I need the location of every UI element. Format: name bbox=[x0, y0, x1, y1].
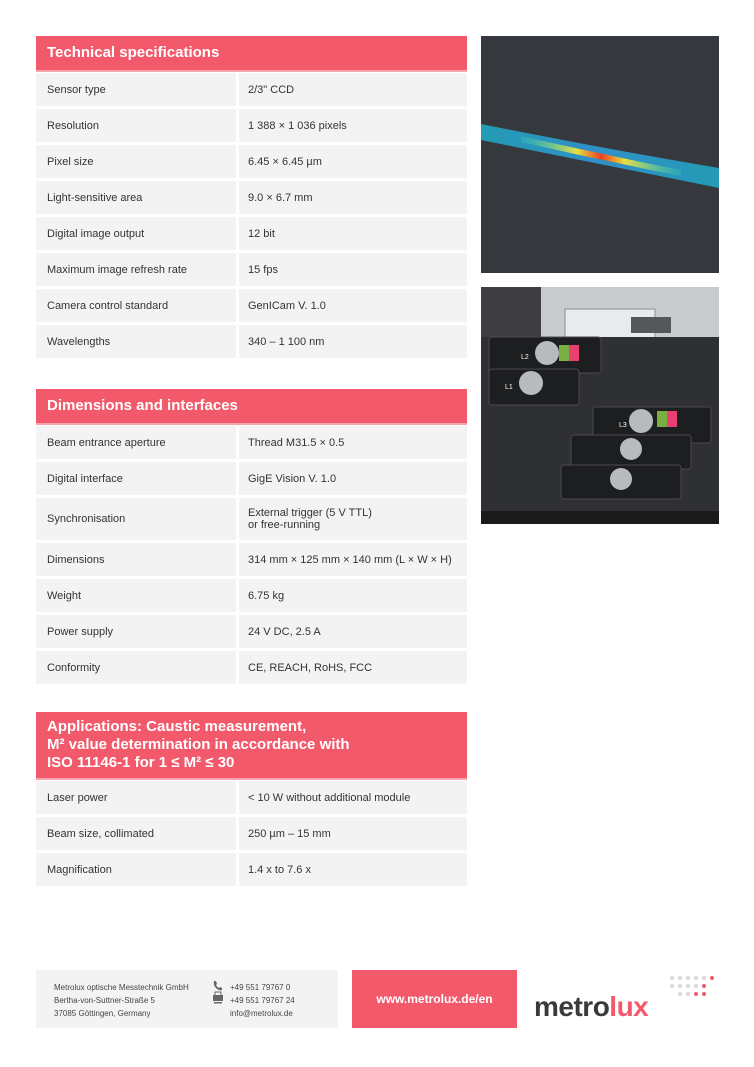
spec-value: < 10 W without additional module bbox=[239, 781, 467, 814]
fax-icon bbox=[213, 992, 223, 1004]
website-link[interactable]: www.metrolux.de/en bbox=[352, 970, 517, 1028]
contact-icons bbox=[212, 979, 224, 1011]
spec-value: 1 388 × 1 036 pixels bbox=[239, 109, 467, 142]
table-row bbox=[36, 615, 467, 648]
spec-label: Light-sensitive area bbox=[36, 181, 236, 214]
spec-label: Conformity bbox=[36, 651, 236, 684]
phone-icon bbox=[214, 981, 222, 990]
spec-value: 6.45 × 6.45 µm bbox=[239, 145, 467, 178]
spec-value: 6.75 kg bbox=[239, 579, 467, 612]
spec-value: Thread M31.5 × 0.5 bbox=[239, 426, 467, 459]
applications-section bbox=[36, 712, 467, 886]
device-label: L2 bbox=[521, 354, 529, 361]
spec-label: Camera control standard bbox=[36, 289, 236, 322]
spec-value: GigE Vision V. 1.0 bbox=[239, 462, 467, 495]
spec-value: 15 fps bbox=[239, 253, 467, 286]
contact-details bbox=[230, 981, 295, 1020]
title-line: ISO 11146-1 for 1 ≤ M² ≤ 30 bbox=[47, 754, 235, 771]
spec-value: 9.0 × 6.7 mm bbox=[239, 181, 467, 214]
fax-number: +49 551 79767 24 bbox=[230, 996, 295, 1005]
spec-label: Digital image output bbox=[36, 217, 236, 250]
spec-value: External trigger (5 V TTL) or free-running bbox=[239, 498, 467, 540]
phone-number: +49 551 79767 0 bbox=[230, 983, 291, 992]
spec-value: 340 – 1 100 nm bbox=[239, 325, 467, 358]
spec-label: Laser power bbox=[36, 781, 236, 814]
spec-label: Wavelengths bbox=[36, 325, 236, 358]
spec-label: Synchronisation bbox=[36, 498, 236, 540]
section-title: Technical specifications bbox=[36, 36, 467, 72]
table-row bbox=[36, 426, 467, 459]
table-row bbox=[36, 217, 467, 250]
spec-label: Resolution bbox=[36, 109, 236, 142]
spec-value: 24 V DC, 2.5 A bbox=[239, 615, 467, 648]
spec-value: 2/3" CCD bbox=[239, 73, 467, 106]
spec-label: Dimensions bbox=[36, 543, 236, 576]
device-label: L3 bbox=[619, 422, 627, 429]
spec-value: 1.4 x to 7.6 x bbox=[239, 853, 467, 886]
street: Bertha-von-Suttner-Straße 5 bbox=[54, 996, 155, 1005]
spec-label: Pixel size bbox=[36, 145, 236, 178]
company-name: Metrolux optische Messtechnik GmbH bbox=[54, 983, 189, 992]
table-row bbox=[36, 462, 467, 495]
technical-specifications-section bbox=[36, 36, 467, 358]
spec-label: Weight bbox=[36, 579, 236, 612]
table-row bbox=[36, 651, 467, 684]
spec-value: 12 bit bbox=[239, 217, 467, 250]
table-row bbox=[36, 579, 467, 612]
spec-label: Sensor type bbox=[36, 73, 236, 106]
spec-value: 314 mm × 125 mm × 140 mm (L × W × H) bbox=[239, 543, 467, 576]
logo-main: metro bbox=[534, 991, 610, 1022]
address bbox=[54, 981, 189, 1020]
dot-grid-icon bbox=[668, 974, 714, 1000]
spec-value: GenICam V. 1.0 bbox=[239, 289, 467, 322]
table-row bbox=[36, 781, 467, 814]
table-row bbox=[36, 73, 467, 106]
spec-label: Beam entrance aperture bbox=[36, 426, 236, 459]
table-row bbox=[36, 325, 467, 358]
spec-label: Beam size, collimated bbox=[36, 817, 236, 850]
table-row bbox=[36, 253, 467, 286]
spec-label: Magnification bbox=[36, 853, 236, 886]
logo-accent: lux bbox=[609, 991, 649, 1022]
spec-value: 250 µm – 15 mm bbox=[239, 817, 467, 850]
section-title bbox=[36, 712, 467, 780]
table-row bbox=[36, 817, 467, 850]
table-row bbox=[36, 289, 467, 322]
spec-label: Digital interface bbox=[36, 462, 236, 495]
table-row bbox=[36, 853, 467, 886]
table-row bbox=[36, 145, 467, 178]
dimensions-interfaces-section bbox=[36, 389, 467, 684]
section-title: Dimensions and interfaces bbox=[36, 389, 467, 425]
email-link[interactable]: info@metrolux.de bbox=[230, 1009, 293, 1018]
device-photo bbox=[481, 287, 719, 524]
table-row bbox=[36, 181, 467, 214]
beam-caustic-image bbox=[481, 36, 719, 273]
title-line: Applications: Caustic measurement, bbox=[47, 718, 307, 735]
table-row bbox=[36, 498, 467, 540]
footer-address-block bbox=[36, 970, 338, 1028]
table-row bbox=[36, 543, 467, 576]
logo-wordmark bbox=[534, 991, 648, 1023]
spec-label: Power supply bbox=[36, 615, 236, 648]
spec-value: CE, REACH, RoHS, FCC bbox=[239, 651, 467, 684]
spec-label: Maximum image refresh rate bbox=[36, 253, 236, 286]
title-line: M² value determination in accordance with bbox=[47, 736, 350, 753]
table-row bbox=[36, 109, 467, 142]
device-label: L1 bbox=[505, 384, 513, 391]
city: 37085 Göttingen, Germany bbox=[54, 1009, 151, 1018]
